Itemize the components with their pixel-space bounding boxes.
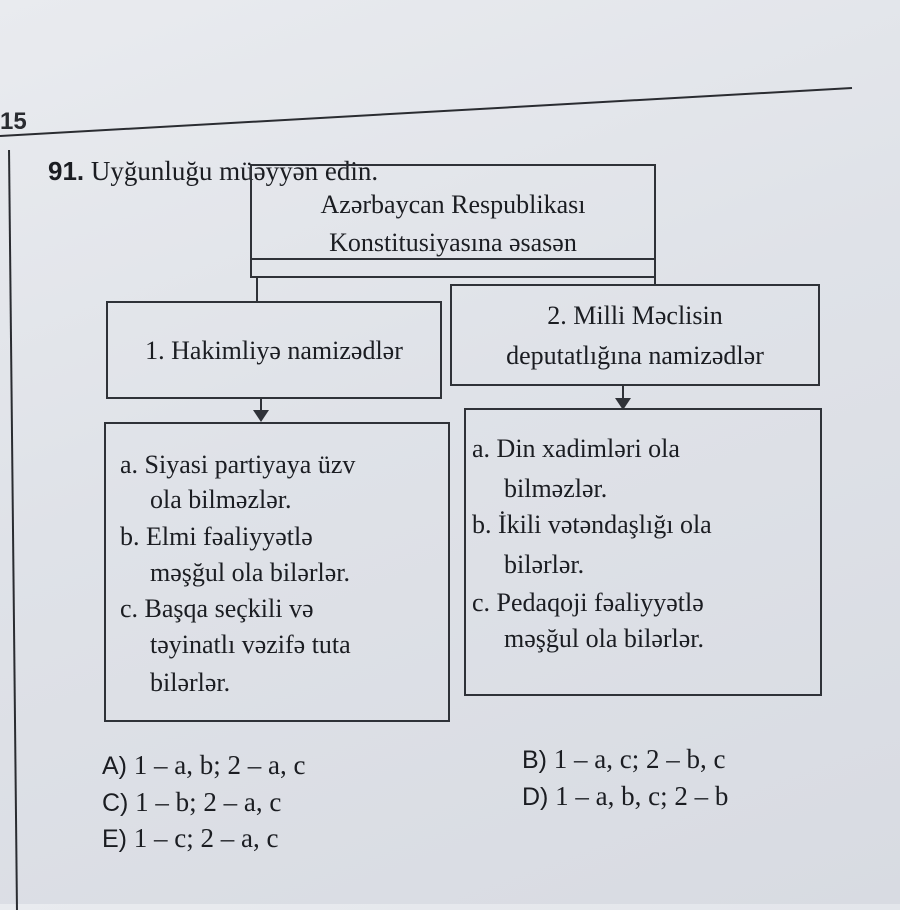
question-text: Uyğunluğu müəyyən edin. <box>90 156 379 186</box>
option-d-text: 1 – a, b, c; 2 – b <box>555 781 729 811</box>
deputies-candidates-box <box>450 284 820 386</box>
option-a[interactable] <box>102 750 305 781</box>
connector-left-down <box>256 278 258 302</box>
left-item-a-line-1: a. Siyasi partiyaya üzv <box>120 450 356 479</box>
left-item-c-line-2: təyinatlı vəzifə tuta <box>150 630 351 659</box>
right-item-b-line-1: b. İkili vətəndaşlığı ola <box>472 510 712 539</box>
option-c[interactable] <box>102 787 281 818</box>
option-c-text: 1 – b; 2 – a, c <box>135 787 282 817</box>
option-a-letter: A) <box>102 752 127 780</box>
left-item-c-line-3: bilərlər. <box>150 668 231 697</box>
left-margin-rule <box>8 150 18 910</box>
constitution-box <box>250 164 656 278</box>
connector-right-down <box>654 262 656 285</box>
option-c-letter: C) <box>102 789 129 817</box>
right-item-a-line-2: bilməzlər. <box>504 474 608 503</box>
right-item-a-line-1: a. Din xadimləri ola <box>472 434 680 463</box>
constitution-line-2: Konstitusiyasına əsasən <box>329 228 577 257</box>
connector-horizontal <box>250 258 656 260</box>
page-number: 15 <box>0 108 27 135</box>
right-statements-box <box>464 408 822 696</box>
left-item-b-line-1: b. Elmi fəaliyyətlə <box>120 522 313 551</box>
deputies-candidates-line-2: deputatlığına namizədlər <box>506 341 764 370</box>
right-item-c-line-1: c. Pedaqoji fəaliyyətlə <box>472 588 704 617</box>
option-e[interactable] <box>102 823 278 854</box>
judges-candidates-box <box>106 301 442 399</box>
left-item-c-line-1: c. Başqa seçkili və <box>120 594 314 623</box>
judges-candidates-label: 1. Hakimliyə namizədlər <box>145 336 403 365</box>
left-item-b-line-2: məşğul ola bilərlər. <box>150 558 351 587</box>
left-statements-box <box>104 422 450 722</box>
constitution-line-1: Azərbaycan Respublikası <box>320 190 586 219</box>
option-b[interactable] <box>522 744 725 775</box>
option-d[interactable] <box>522 781 728 812</box>
right-item-c-line-2: məşğul ola bilərlər. <box>504 624 705 653</box>
top-rule <box>0 86 860 138</box>
left-item-a-line-2: ola bilməzlər. <box>150 485 292 514</box>
question-number: 91. <box>48 156 85 186</box>
arrow-down-icon <box>622 386 624 402</box>
option-b-letter: B) <box>522 746 547 774</box>
arrow-down-icon <box>260 398 262 414</box>
deputies-candidates-line-1: 2. Milli Məclisin <box>547 301 723 330</box>
option-e-text: 1 – c; 2 – a, c <box>133 823 279 853</box>
option-d-letter: D) <box>522 783 549 811</box>
option-b-text: 1 – a, c; 2 – b, c <box>553 744 726 774</box>
right-item-b-line-2: bilərlər. <box>504 550 585 579</box>
option-a-text: 1 – a, b; 2 – a, c <box>133 750 306 780</box>
option-e-letter: E) <box>102 825 127 853</box>
